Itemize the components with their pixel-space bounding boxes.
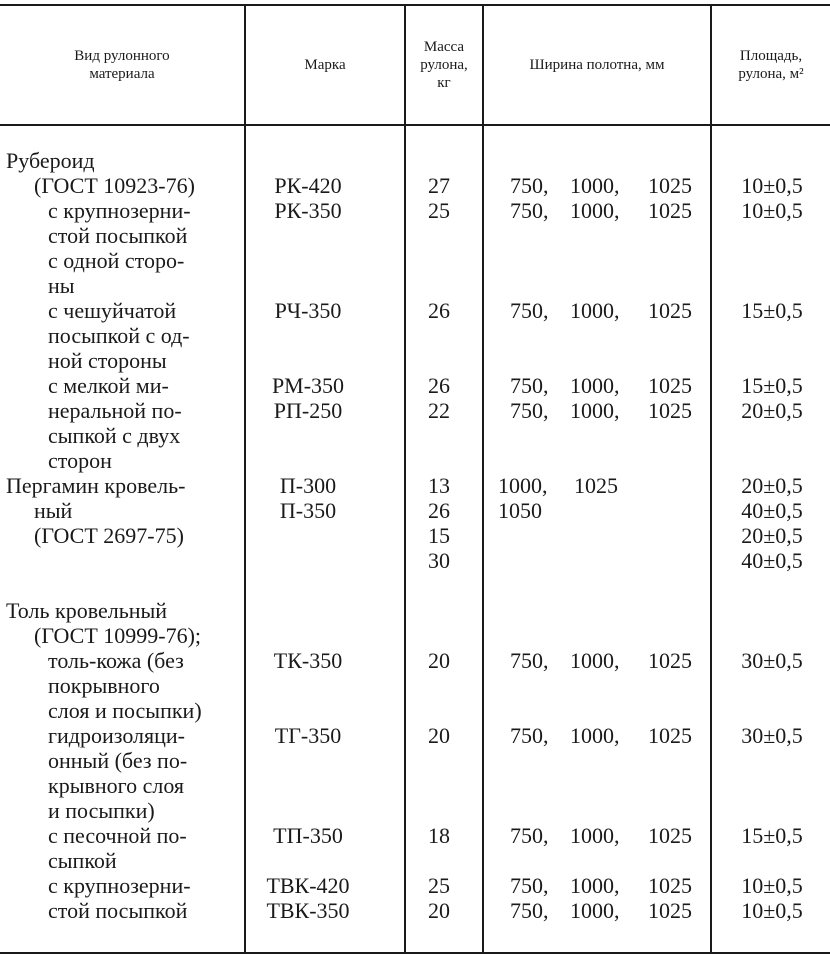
column-divider-3 bbox=[482, 6, 484, 952]
mass-cell: 26 bbox=[428, 373, 450, 398]
brand-cell: РП-250 bbox=[273, 398, 343, 423]
width-value: 1000, bbox=[570, 198, 620, 223]
area-cell: 40±0,5 bbox=[741, 548, 803, 573]
brand-cell: ТГ-350 bbox=[274, 723, 342, 748]
header-brand bbox=[246, 8, 404, 122]
mass-cell: 26 bbox=[428, 298, 450, 323]
kind-text: стой посыпкой bbox=[48, 223, 188, 248]
width-value: 750, bbox=[510, 298, 549, 323]
kind-text: Толь кровельный bbox=[6, 598, 168, 623]
area-cell: 10±0,5 bbox=[741, 173, 803, 198]
table-bottom-border bbox=[0, 952, 830, 954]
area-cell: 20±0,5 bbox=[741, 473, 803, 498]
column-divider-1 bbox=[244, 6, 246, 952]
width-value: 750, bbox=[510, 198, 549, 223]
header-mass-line: кг bbox=[437, 75, 451, 91]
header-brand-label: Марка bbox=[304, 57, 346, 73]
kind-text: с песочной по- bbox=[48, 823, 187, 848]
mass-cell: 20 bbox=[428, 648, 450, 673]
width-value: 1000, bbox=[570, 298, 620, 323]
brand-cell: РЧ-350 bbox=[274, 298, 342, 323]
kind-text: слоя и посыпки) bbox=[48, 698, 202, 723]
brand-cell: ТК-350 bbox=[273, 648, 343, 673]
width-value: 1000, bbox=[498, 473, 548, 498]
brand-cell: ТП-350 bbox=[273, 823, 343, 848]
width-value: 1025 bbox=[648, 373, 692, 398]
width-value: 1000, bbox=[570, 648, 620, 673]
brand-cell: РК-350 bbox=[274, 198, 342, 223]
kind-text: крывного слоя bbox=[48, 773, 185, 798]
width-value: 1000, bbox=[570, 873, 620, 898]
header-area bbox=[712, 8, 830, 122]
mass-cell: 18 bbox=[428, 823, 450, 848]
column-divider-2 bbox=[404, 6, 406, 952]
header-width-label: Ширина полотна, мм bbox=[529, 57, 665, 73]
kind-text: и посыпки) bbox=[48, 798, 155, 823]
area-cell: 30±0,5 bbox=[741, 723, 803, 748]
kind-text: с чешуйчатой bbox=[48, 298, 177, 323]
mass-cell: 22 bbox=[428, 398, 450, 423]
width-value: 1025 bbox=[648, 723, 692, 748]
brand-cell: П-300 bbox=[279, 473, 337, 498]
brand-cell: П-350 bbox=[279, 498, 337, 523]
kind-text: сыпкой с двух bbox=[48, 423, 181, 448]
width-value: 750, bbox=[510, 823, 549, 848]
kind-text: онный (без по- bbox=[48, 748, 188, 773]
header-kind bbox=[0, 8, 244, 122]
width-value: 1025 bbox=[648, 398, 692, 423]
kind-text: посыпкой с од- bbox=[48, 323, 190, 348]
width-value: 1000, bbox=[570, 823, 620, 848]
kind-text: с мелкой ми- bbox=[48, 373, 169, 398]
kind-text: (ГОСТ 10999-76); bbox=[34, 623, 202, 648]
width-value: 1025 bbox=[648, 173, 692, 198]
width-value: 750, bbox=[510, 898, 549, 923]
width-value: 750, bbox=[510, 373, 549, 398]
kind-text: толь-кожа (без bbox=[48, 648, 184, 673]
width-value: 750, bbox=[510, 398, 549, 423]
mass-cell: 20 bbox=[428, 898, 450, 923]
mass-cell: 15 bbox=[428, 523, 450, 548]
kind-text: неральной по- bbox=[48, 398, 182, 423]
width-value: 1025 bbox=[574, 473, 618, 498]
width-value: 1025 bbox=[648, 823, 692, 848]
width-value: 1025 bbox=[648, 898, 692, 923]
kind-text: (ГОСТ 2697-75) bbox=[34, 523, 184, 548]
kind-text: стой посыпкой bbox=[48, 898, 188, 923]
width-value: 1000, bbox=[570, 723, 620, 748]
area-cell: 15±0,5 bbox=[741, 373, 803, 398]
brand-cell: ТВК-420 bbox=[266, 873, 350, 898]
mass-cell: 26 bbox=[428, 498, 450, 523]
area-cell: 20±0,5 bbox=[741, 398, 803, 423]
width-value: 1000, bbox=[570, 898, 620, 923]
area-cell: 10±0,5 bbox=[741, 898, 803, 923]
header-mass bbox=[406, 8, 482, 122]
area-cell: 15±0,5 bbox=[741, 823, 803, 848]
table-top-border bbox=[0, 4, 830, 6]
kind-text: сыпкой bbox=[48, 848, 117, 873]
kind-text: ной стороны bbox=[48, 348, 167, 373]
kind-text: покрывного bbox=[48, 673, 160, 698]
header-mass-line: Масса bbox=[423, 39, 465, 55]
header-bottom-border bbox=[0, 124, 830, 126]
kind-text: Пергамин кровель- bbox=[6, 473, 186, 498]
area-cell: 20±0,5 bbox=[741, 523, 803, 548]
kind-text: с крупнозерни- bbox=[48, 873, 191, 898]
kind-text: гидроизоляци- bbox=[48, 723, 186, 748]
mass-cell: 25 bbox=[428, 873, 450, 898]
kind-text: с одной сторо- bbox=[48, 248, 185, 273]
header-width bbox=[484, 8, 710, 122]
width-value: 1000, bbox=[570, 173, 620, 198]
brand-cell: РМ-350 bbox=[271, 373, 345, 398]
kind-text: (ГОСТ 10923-76) bbox=[34, 173, 195, 198]
area-cell: 10±0,5 bbox=[741, 873, 803, 898]
mass-cell: 25 bbox=[428, 198, 450, 223]
mass-cell: 27 bbox=[428, 173, 450, 198]
kind-text: ны bbox=[48, 273, 75, 298]
brand-cell: ТВК-350 bbox=[266, 898, 350, 923]
header-mass-line: рулона, bbox=[420, 57, 468, 73]
header-kind-line: материала bbox=[89, 66, 155, 82]
kind-text: Рубероид bbox=[6, 148, 95, 173]
width-value: 750, bbox=[510, 648, 549, 673]
mass-cell: 30 bbox=[428, 548, 450, 573]
kind-text: сторон bbox=[48, 448, 112, 473]
width-value: 1000, bbox=[570, 373, 620, 398]
brand-cell: РК-420 bbox=[274, 173, 342, 198]
width-value: 1025 bbox=[648, 648, 692, 673]
mass-cell: 13 bbox=[428, 473, 450, 498]
width-value: 1025 bbox=[648, 873, 692, 898]
width-value: 1025 bbox=[648, 198, 692, 223]
header-kind-line: Вид рулонного bbox=[74, 48, 170, 64]
width-value: 750, bbox=[510, 723, 549, 748]
width-value: 750, bbox=[510, 173, 549, 198]
header-area-line: Площадь, bbox=[739, 48, 803, 64]
area-cell: 15±0,5 bbox=[741, 298, 803, 323]
header-area-line: рулона, м² bbox=[738, 66, 804, 82]
area-cell: 40±0,5 bbox=[741, 498, 803, 523]
mass-cell: 20 bbox=[428, 723, 450, 748]
kind-text: с крупнозерни- bbox=[48, 198, 191, 223]
column-divider-4 bbox=[710, 6, 712, 952]
width-value: 1000, bbox=[570, 398, 620, 423]
width-value: 1025 bbox=[648, 298, 692, 323]
kind-text: ный bbox=[34, 498, 73, 523]
width-value: 1050 bbox=[498, 498, 542, 523]
width-value: 750, bbox=[510, 873, 549, 898]
area-cell: 30±0,5 bbox=[741, 648, 803, 673]
area-cell: 10±0,5 bbox=[741, 198, 803, 223]
